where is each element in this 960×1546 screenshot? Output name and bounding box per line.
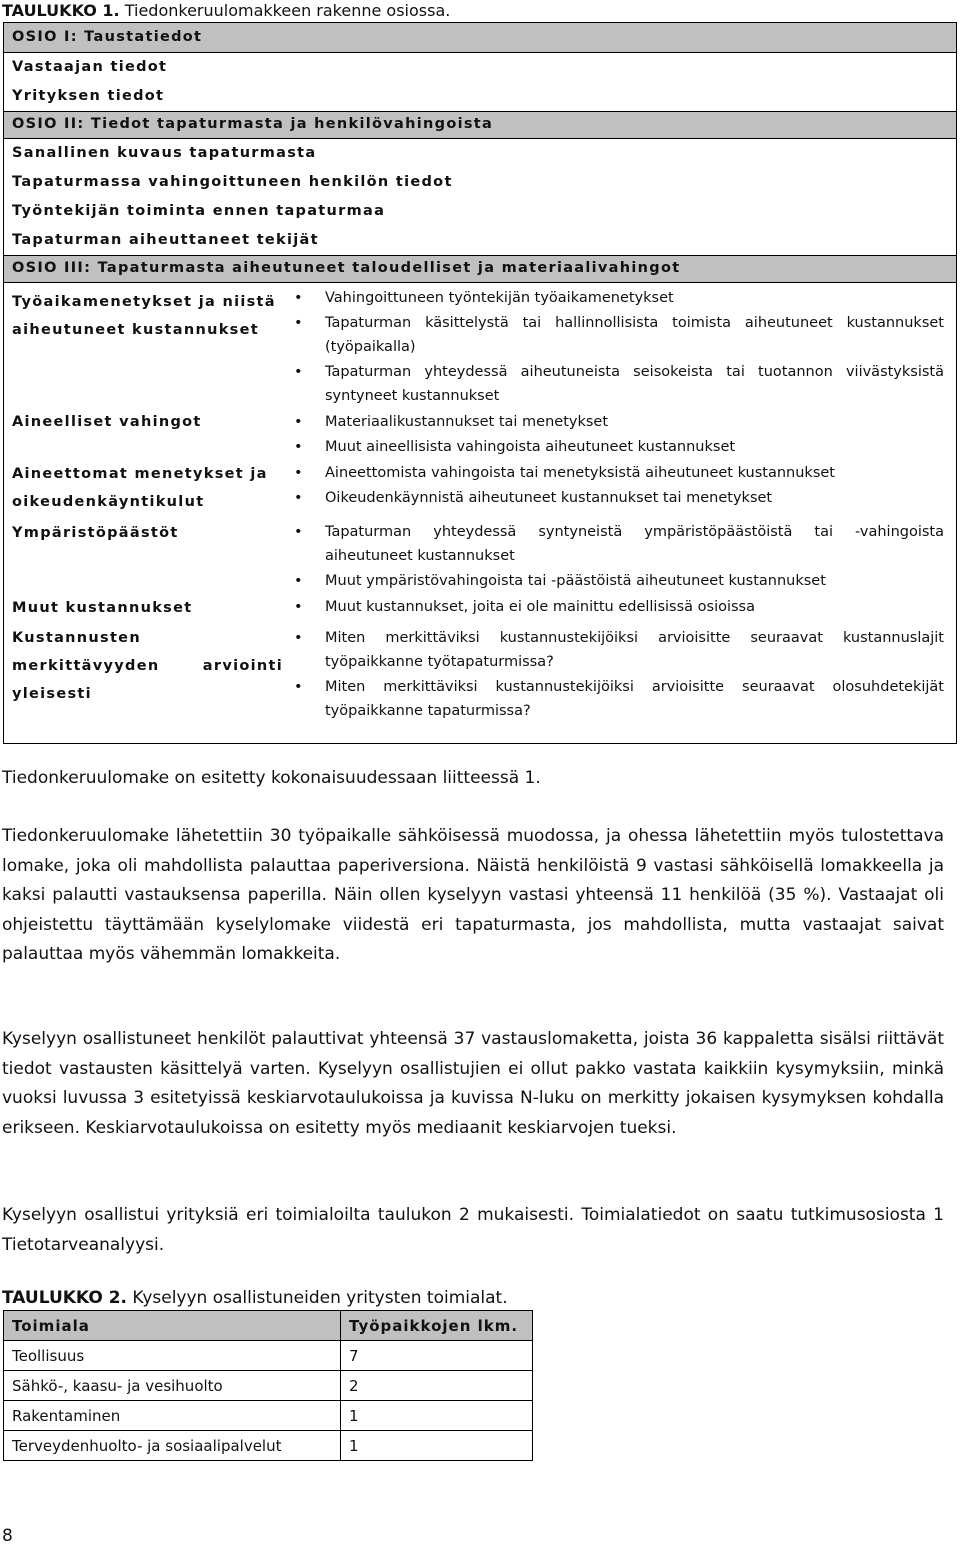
bullet-text: • Tapaturman yhteydessä aiheutuneista seisokeista tai tuotannon viivästyksistä syntyneet kustannukset — [325, 364, 944, 404]
table-cell: 1 — [341, 1431, 533, 1461]
section2-item: Tapaturmassa vahingoittuneen henkilön tiedot — [12, 174, 453, 190]
table-row — [4, 1431, 533, 1461]
label-line: Työaikamenetykset ja niistä — [12, 294, 276, 310]
bullet-item — [297, 311, 944, 359]
bullet-text: • Miten merkittäviksi kustannustekijöiksi arvioisitte seuraavat olosuhdetekijät työpaikkanne tapaturmissa? — [325, 679, 944, 719]
table-row — [4, 1401, 533, 1431]
label-line: yleisesti — [12, 686, 92, 702]
bullet-text: • Aineettomista vahingoista tai menetyksistä aiheutuneet kustannukset — [325, 465, 835, 481]
label-line: Aineettomat menetykset ja — [12, 466, 268, 482]
section1-item: Yrityksen tiedot — [4, 82, 956, 112]
bullet-item — [297, 569, 944, 593]
label-cost-assessment — [12, 624, 283, 708]
table-header-row — [4, 1311, 533, 1341]
table-cell: Sähkö-, kaasu- ja vesihuolto — [4, 1371, 341, 1401]
table2-caption-label: TAULUKKO 2. — [2, 1288, 127, 1308]
section3-header: OSIO III: Tapaturmasta aiheutuneet taloudelliset ja materiaalivahingot — [4, 256, 956, 283]
paragraph-appendix-note: Tiedonkeruulomake on esitetty kokonaisuudessaan liitteessä 1. — [2, 768, 541, 788]
table2-caption — [2, 1288, 508, 1308]
label-material-damages: Aineelliset vahingot — [12, 414, 202, 430]
paragraph-responses: Kyselyyn osallistuneet henkilöt palauttivat yhteensä 37 vastauslomaketta, joista 36 kappaletta sisälsi riittävät tiedot vastausten käsittelyä varten. Kyselyyn osallistujien ei ollut pakko vastata kaikkiin kysymyksiin, minkä vuoksi luvussa 3 esitetyissä keskiarvotaulukoissa ja kuvissa N-luku on merkitty jokaisen kysymyksen kohdalla erikseen. Keskiarvotaulukoissa on esitetty myös mediaanit keskiarvojen tueksi. — [2, 1029, 944, 1138]
bullet-item — [297, 595, 944, 619]
label-line: Kustannusten — [12, 630, 141, 646]
paragraph-industries: Kyselyyn osallistui yrityksiä eri toimialoilta taulukon 2 mukaisesti. Toimialatiedot on saatu tutkimusosiosta 1 Tietotarveanalyysi. — [2, 1205, 944, 1255]
section2-items — [4, 139, 956, 256]
bullet-item — [297, 286, 944, 310]
bullet-item — [297, 626, 944, 674]
bullet-item — [297, 675, 944, 723]
section3-grid — [4, 283, 956, 743]
label-word: merkittävyyden — [12, 658, 160, 674]
bullet-text: • Vahingoittuneen työntekijän työaikamenetykset — [325, 290, 674, 306]
bullet-text: • Muut aineellisista vahingoista aiheutuneet kustannukset — [325, 439, 736, 455]
label-line — [12, 652, 283, 680]
column-header: Toimiala — [4, 1311, 341, 1341]
bullet-item — [297, 461, 944, 485]
page-number: 8 — [2, 1526, 13, 1546]
table1-caption-text: Tiedonkeruulomakkeen rakenne osiossa. — [124, 1, 451, 20]
bullet-text: • Muut kustannukset, joita ei ole mainittu edellisissä osioissa — [325, 599, 755, 615]
bullet-item — [297, 520, 944, 568]
bullet-text: • Tapaturman käsittelystä tai hallinnollisista toimista aiheutuneet kustannukset (työpaikalla) — [325, 315, 944, 355]
section1-item: Vastaajan tiedot — [12, 59, 168, 75]
paragraph-survey-distribution: Tiedonkeruulomake lähetettiin 30 työpaikalle sähköisessä muodossa, ja ohessa lähetettiin myös tulostettava lomake, joka oli mahdollista palauttaa paperiversiona. Näistä henkilöistä 9 vastasi sähköisellä lomakkeella ja kaksi palautti vastauksensa paperilla. Näin ollen kyselyyn vastasi yhteensä 11 henkilöä (35 %). Vastaajat oli ohjeistettu täyttämään kyselylomake viidestä eri tapaturmasta, jos mahdollista, mutta vastaajat saivat palauttaa myös vähemmän lomakkeita. — [2, 826, 944, 964]
section3-labels — [4, 283, 289, 743]
bullet-text: • Tapaturman yhteydessä syntyneistä ympäristöpäästöistä tai -vahingoista aiheutuneet kustannukset — [325, 524, 944, 564]
label-line: aiheutuneet kustannukset — [12, 322, 259, 338]
section1-header: OSIO I: Taustatiedot — [4, 23, 956, 53]
table-cell: Teollisuus — [4, 1341, 341, 1371]
industries-table — [3, 1310, 533, 1461]
label-immaterial-losses — [12, 460, 283, 516]
table-cell: 1 — [341, 1401, 533, 1431]
table-cell: Rakentaminen — [4, 1401, 341, 1431]
section2-item: Työntekijän toiminta ennen tapaturmaa — [12, 203, 386, 219]
bullet-text: • Miten merkittäviksi kustannustekijöiksi arvioisitte seuraavat kustannuslajit työpaikkanne työtapaturmissa? — [325, 630, 944, 670]
bullet-item — [297, 435, 944, 459]
table-cell: 2 — [341, 1371, 533, 1401]
table1-caption-label: TAULUKKO 1. — [2, 1, 120, 20]
section2-item: Tapaturman aiheuttaneet tekijät — [12, 232, 319, 248]
label-emissions: Ympäristöpäästöt — [12, 525, 179, 541]
form-structure-table — [3, 22, 957, 744]
label-word: arviointi — [202, 658, 283, 674]
table-row — [4, 1341, 533, 1371]
bullet-item — [297, 410, 944, 434]
section2-header: OSIO II: Tiedot tapaturmasta ja henkilövahingoista — [4, 112, 956, 139]
bullet-text: • Materiaalikustannukset tai menetykset — [325, 414, 609, 430]
label-other-costs: Muut kustannukset — [12, 600, 193, 616]
section3-bullets — [289, 283, 956, 743]
label-work-time-losses — [12, 288, 283, 344]
table2-caption-text: Kyselyyn osallistuneiden yritysten toimialat. — [132, 1288, 508, 1308]
bullet-item — [297, 486, 944, 510]
bullet-text: • Oikeudenkäynnistä aiheutuneet kustannukset tai menetykset — [325, 490, 773, 506]
section2-item: Sanallinen kuvaus tapaturmasta — [12, 145, 317, 161]
bullet-text: • Muut ympäristövahingoista tai -päästöistä aiheutuneet kustannukset — [325, 573, 826, 589]
table-cell: 7 — [341, 1341, 533, 1371]
label-line: oikeudenkäyntikulut — [12, 494, 205, 510]
table-row — [4, 1371, 533, 1401]
table1-caption — [2, 1, 450, 21]
column-header: Työpaikkojen lkm. — [341, 1311, 533, 1341]
table-cell: Terveydenhuolto- ja sosiaalipalvelut — [4, 1431, 341, 1461]
bullet-item — [297, 360, 944, 408]
